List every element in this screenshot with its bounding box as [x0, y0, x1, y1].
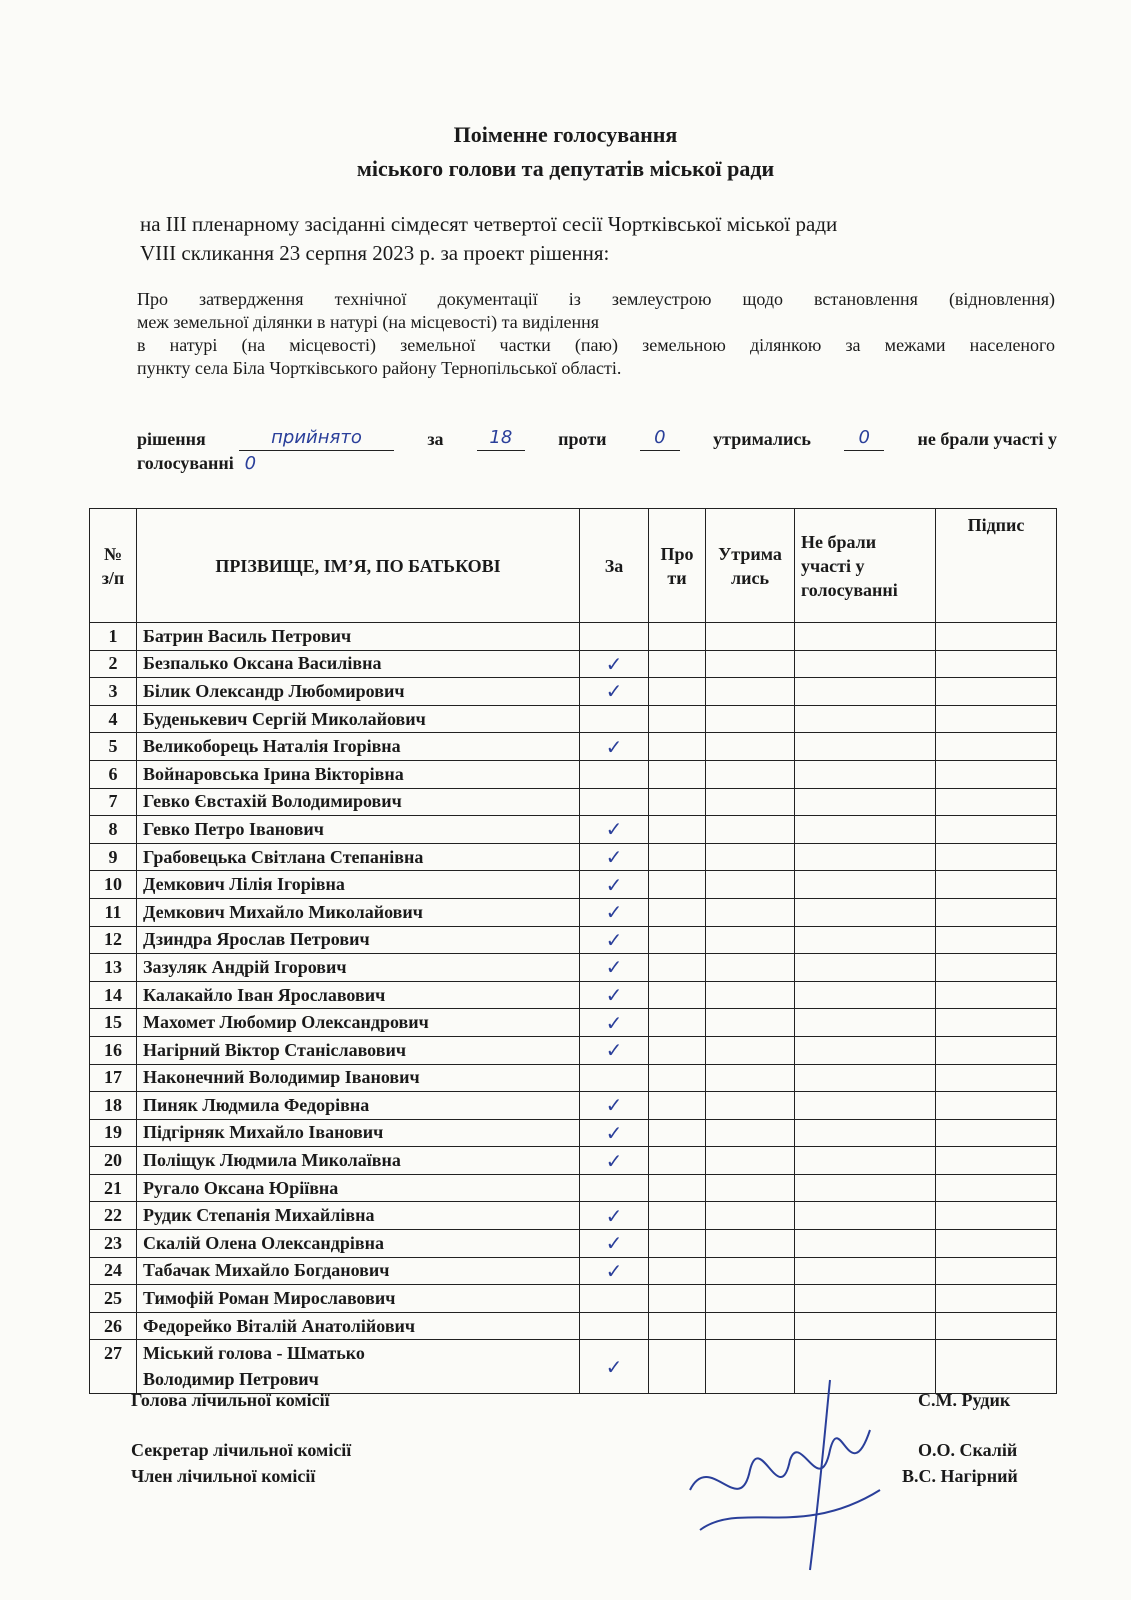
row-signature — [936, 954, 1057, 982]
table-row — [90, 954, 1057, 982]
row-num: 2 — [90, 650, 137, 678]
row-abstained — [706, 733, 795, 761]
row-name: Гевко Євстахій Володимирович — [137, 788, 580, 816]
row-for-mark: ✓ — [580, 954, 649, 982]
row-num: 6 — [90, 760, 137, 788]
row-for-mark — [580, 623, 649, 651]
row-name: Нагірний Віктор Станіславович — [137, 1036, 580, 1064]
table-row — [90, 843, 1057, 871]
row-for-mark: ✓ — [580, 1340, 649, 1394]
decision-label: рішення — [137, 429, 206, 449]
row-signature — [936, 1119, 1057, 1147]
table-row — [90, 733, 1057, 761]
row-num: 8 — [90, 816, 137, 844]
row-not-voted — [795, 705, 936, 733]
row-abstained — [706, 1064, 795, 1092]
row-against — [649, 623, 706, 651]
row-abstained — [706, 623, 795, 651]
abstained-value: 0 — [844, 426, 884, 451]
row-num: 17 — [90, 1064, 137, 1092]
table-row — [90, 1285, 1057, 1313]
row-signature — [936, 1147, 1057, 1175]
row-not-voted — [795, 760, 936, 788]
row-not-voted — [795, 843, 936, 871]
row-name: Табачак Михайло Богданович — [137, 1257, 580, 1285]
row-num: 24 — [90, 1257, 137, 1285]
row-for-mark — [580, 1174, 649, 1202]
row-against — [649, 1257, 706, 1285]
not-voted-value: 0 — [244, 453, 257, 474]
row-not-voted — [795, 1174, 936, 1202]
row-signature — [936, 1092, 1057, 1120]
row-signature — [936, 1174, 1057, 1202]
row-name: Махомет Любомир Олександрович — [137, 1009, 580, 1037]
row-name: Батрин Василь Петрович — [137, 623, 580, 651]
title-line-1: Поіменне голосування — [453, 122, 678, 147]
table-body — [90, 623, 1057, 1394]
row-for-mark: ✓ — [580, 1119, 649, 1147]
table-row — [90, 623, 1057, 651]
table-header-row — [90, 509, 1057, 623]
row-against — [649, 1064, 706, 1092]
header-for: За — [580, 509, 649, 623]
row-not-voted — [795, 871, 936, 899]
row-against — [649, 1230, 706, 1258]
row-against — [649, 650, 706, 678]
row-abstained — [706, 898, 795, 926]
not-voted-label-1: не брали участі у — [917, 429, 1057, 449]
row-not-voted — [795, 1064, 936, 1092]
row-name: Дзиндра Ярослав Петрович — [137, 926, 580, 954]
row-against — [649, 981, 706, 1009]
row-num: 9 — [90, 843, 137, 871]
intro — [140, 210, 1055, 268]
row-abstained — [706, 1285, 795, 1313]
result-line-2 — [137, 451, 1057, 476]
row-num: 18 — [90, 1092, 137, 1120]
row-name: Рудик Степанія Михайлівна — [137, 1202, 580, 1230]
row-num: 26 — [90, 1312, 137, 1340]
row-signature — [936, 1202, 1057, 1230]
row-signature — [936, 705, 1057, 733]
title-line-2: міського голови та депутатів міської ради — [356, 156, 775, 181]
row-against — [649, 898, 706, 926]
row-for-mark: ✓ — [580, 1202, 649, 1230]
header-name: ПРІЗВИЩЕ, ІМ’Я, ПО БАТЬКОВІ — [137, 509, 580, 623]
subject-line-1: Про затвердження технічної документації із землеустрою щодо встановлення (відновлення) — [137, 289, 1055, 309]
row-for-mark: ✓ — [580, 898, 649, 926]
row-name: Безпалько Оксана Василівна — [137, 650, 580, 678]
row-num: 5 — [90, 733, 137, 761]
row-for-mark: ✓ — [580, 871, 649, 899]
row-for-mark: ✓ — [580, 981, 649, 1009]
row-signature — [936, 788, 1057, 816]
abstained-label: утримались — [713, 429, 811, 449]
table-row — [90, 1230, 1057, 1258]
row-for-mark: ✓ — [580, 1092, 649, 1120]
row-abstained — [706, 1312, 795, 1340]
row-for-mark: ✓ — [580, 1257, 649, 1285]
row-against — [649, 954, 706, 982]
row-signature — [936, 1036, 1057, 1064]
row-name: Тимофій Роман Мирославович — [137, 1285, 580, 1313]
row-for-mark — [580, 1312, 649, 1340]
against-value: 0 — [640, 426, 680, 451]
row-num: 20 — [90, 1147, 137, 1175]
for-label: за — [427, 429, 444, 449]
row-abstained — [706, 926, 795, 954]
row-num: 12 — [90, 926, 137, 954]
row-num: 13 — [90, 954, 137, 982]
row-against — [649, 871, 706, 899]
row-num: 7 — [90, 788, 137, 816]
row-against — [649, 1092, 706, 1120]
row-against — [649, 705, 706, 733]
row-abstained — [706, 981, 795, 1009]
row-for-mark: ✓ — [580, 1009, 649, 1037]
table-row — [90, 788, 1057, 816]
row-name: Наконечний Володимир Іванович — [137, 1064, 580, 1092]
row-num: 27 — [90, 1340, 137, 1394]
header-not-voted: Не брали участі у голосуванні — [795, 509, 936, 623]
for-value: 18 — [477, 426, 525, 451]
row-name: Демкович Лілія Ігорівна — [137, 871, 580, 899]
row-signature — [936, 733, 1057, 761]
row-signature — [936, 816, 1057, 844]
row-signature — [936, 1312, 1057, 1340]
row-for-mark: ✓ — [580, 650, 649, 678]
row-not-voted — [795, 678, 936, 706]
row-name: Зазуляк Андрій Ігорович — [137, 954, 580, 982]
row-abstained — [706, 871, 795, 899]
row-signature — [936, 926, 1057, 954]
row-num: 16 — [90, 1036, 137, 1064]
row-signature — [936, 1230, 1057, 1258]
row-signature — [936, 623, 1057, 651]
row-name: Скалій Олена Олександрівна — [137, 1230, 580, 1258]
row-not-voted — [795, 623, 936, 651]
row-abstained — [706, 954, 795, 982]
row-num: 21 — [90, 1174, 137, 1202]
row-signature — [936, 760, 1057, 788]
row-not-voted — [795, 1092, 936, 1120]
table-row — [90, 1257, 1057, 1285]
row-abstained — [706, 1119, 795, 1147]
table-row — [90, 1092, 1057, 1120]
row-signature — [936, 1340, 1057, 1394]
vote-result — [137, 426, 1057, 476]
row-not-voted — [795, 926, 936, 954]
row-num: 11 — [90, 898, 137, 926]
row-not-voted — [795, 1147, 936, 1175]
row-for-mark: ✓ — [580, 926, 649, 954]
row-name: Великоборець Наталія Ігорівна — [137, 733, 580, 761]
row-num: 4 — [90, 705, 137, 733]
table-row — [90, 678, 1057, 706]
row-name: Буденькевич Сергій Миколайович — [137, 705, 580, 733]
table-row — [90, 1174, 1057, 1202]
row-num: 15 — [90, 1009, 137, 1037]
subject-line-3: в натурі (на місцевості) земельної частки (паю) земельною ділянкою за межами населеного — [137, 335, 1055, 355]
table-row — [90, 1147, 1057, 1175]
table-row — [90, 1036, 1057, 1064]
row-not-voted — [795, 733, 936, 761]
row-not-voted — [795, 1036, 936, 1064]
row-abstained — [706, 1147, 795, 1175]
row-signature — [936, 678, 1057, 706]
row-not-voted — [795, 1312, 936, 1340]
row-name: Калакайло Іван Ярославович — [137, 981, 580, 1009]
row-for-mark — [580, 1285, 649, 1313]
table-row — [90, 650, 1057, 678]
header-num: № з/п — [90, 509, 137, 623]
row-abstained — [706, 1257, 795, 1285]
row-name: Грабовецька Світлана Степанівна — [137, 843, 580, 871]
row-not-voted — [795, 1009, 936, 1037]
row-for-mark: ✓ — [580, 1230, 649, 1258]
row-for-mark: ✓ — [580, 816, 649, 844]
chair-name: С.М. Рудик — [918, 1390, 1011, 1410]
row-abstained — [706, 650, 795, 678]
row-against — [649, 733, 706, 761]
row-name: Ругало Оксана Юріївна — [137, 1174, 580, 1202]
row-not-voted — [795, 1119, 936, 1147]
row-name: Федорейко Віталій Анатолійович — [137, 1312, 580, 1340]
row-name: Міський голова - Шматько Володимир Петрович — [137, 1340, 580, 1394]
row-for-mark — [580, 1064, 649, 1092]
row-abstained — [706, 678, 795, 706]
row-name: Поліщук Людмила Миколаївна — [137, 1147, 580, 1175]
row-not-voted — [795, 1285, 936, 1313]
row-against — [649, 1174, 706, 1202]
commission-signatures — [680, 1370, 910, 1590]
row-abstained — [706, 760, 795, 788]
not-voted-label-2: голосуванні — [137, 453, 234, 473]
row-against — [649, 1036, 706, 1064]
header-against: Про ти — [649, 509, 706, 623]
row-signature — [936, 1285, 1057, 1313]
row-not-voted — [795, 898, 936, 926]
row-for-mark: ✓ — [580, 678, 649, 706]
table-row — [90, 816, 1057, 844]
row-abstained — [706, 1202, 795, 1230]
row-num: 3 — [90, 678, 137, 706]
table-row — [90, 871, 1057, 899]
row-against — [649, 788, 706, 816]
row-name: Білик Олександр Любомирович — [137, 678, 580, 706]
row-signature — [936, 981, 1057, 1009]
secretary-name: О.О. Скалій — [918, 1440, 1018, 1460]
row-abstained — [706, 705, 795, 733]
table-row — [90, 926, 1057, 954]
row-signature — [936, 1009, 1057, 1037]
row-num: 10 — [90, 871, 137, 899]
header-abstained: Утрима лись — [706, 509, 795, 623]
row-for-mark — [580, 760, 649, 788]
table-row — [90, 1312, 1057, 1340]
row-signature — [936, 1064, 1057, 1092]
table-row — [90, 705, 1057, 733]
table-row — [90, 981, 1057, 1009]
row-for-mark — [580, 788, 649, 816]
row-abstained — [706, 1009, 795, 1037]
row-name: Войнаровська Ірина Вікторівна — [137, 760, 580, 788]
subject-line-2: меж земельної ділянки в натурі (на місцевості) та виділення — [137, 312, 600, 332]
intro-line-1: на ІІІ пленарному засіданні сімдесят четвертої сесії Чортківської міської ради — [140, 212, 838, 236]
against-label: проти — [558, 429, 607, 449]
row-name: Пиняк Людмила Федорівна — [137, 1092, 580, 1120]
decision-value: прийнято — [239, 426, 394, 451]
row-signature — [936, 1257, 1057, 1285]
row-not-voted — [795, 954, 936, 982]
row-num: 1 — [90, 623, 137, 651]
member-label: Член лічильної комісії — [131, 1466, 316, 1486]
result-line-1 — [137, 426, 1057, 451]
table-row — [90, 1119, 1057, 1147]
row-for-mark: ✓ — [580, 733, 649, 761]
row-against — [649, 760, 706, 788]
row-signature — [936, 871, 1057, 899]
row-not-voted — [795, 816, 936, 844]
row-against — [649, 1009, 706, 1037]
row-against — [649, 678, 706, 706]
row-num: 19 — [90, 1119, 137, 1147]
row-against — [649, 1285, 706, 1313]
row-not-voted — [795, 1202, 936, 1230]
row-not-voted — [795, 788, 936, 816]
row-against — [649, 926, 706, 954]
table-row — [90, 1064, 1057, 1092]
row-num: 22 — [90, 1202, 137, 1230]
row-against — [649, 1202, 706, 1230]
member-name: В.С. Нагірний — [902, 1466, 1018, 1486]
table-row — [90, 898, 1057, 926]
subject-line-4: пункту села Біла Чортківського району Тернопільської області. — [137, 358, 622, 378]
row-num: 25 — [90, 1285, 137, 1313]
row-signature — [936, 650, 1057, 678]
row-against — [649, 1312, 706, 1340]
table-row — [90, 1340, 1057, 1394]
chair-label: Голова лічильної комісії — [131, 1390, 330, 1410]
row-for-mark — [580, 705, 649, 733]
row-name: Гевко Петро Іванович — [137, 816, 580, 844]
row-name: Демкович Михайло Миколайович — [137, 898, 580, 926]
row-signature — [936, 843, 1057, 871]
row-for-mark: ✓ — [580, 843, 649, 871]
row-against — [649, 843, 706, 871]
row-abstained — [706, 1174, 795, 1202]
row-against — [649, 816, 706, 844]
row-abstained — [706, 788, 795, 816]
intro-line-2: VІІІ скликання 23 серпня 2023 р. за проект рішення: — [140, 241, 610, 265]
row-for-mark: ✓ — [580, 1147, 649, 1175]
row-num: 14 — [90, 981, 137, 1009]
row-against — [649, 1147, 706, 1175]
row-not-voted — [795, 981, 936, 1009]
secretary-label: Секретар лічильної комісії — [131, 1440, 352, 1460]
row-abstained — [706, 1092, 795, 1120]
row-not-voted — [795, 1230, 936, 1258]
row-not-voted — [795, 1257, 936, 1285]
row-abstained — [706, 1230, 795, 1258]
header-signature: Підпис — [936, 509, 1057, 623]
row-signature — [936, 898, 1057, 926]
row-name: Підгірняк Михайло Іванович — [137, 1119, 580, 1147]
row-abstained — [706, 816, 795, 844]
row-abstained — [706, 1036, 795, 1064]
table-row — [90, 1202, 1057, 1230]
row-abstained — [706, 843, 795, 871]
roll-call-table — [89, 508, 1057, 1394]
table-row — [90, 1009, 1057, 1037]
row-not-voted — [795, 650, 936, 678]
table-row — [90, 760, 1057, 788]
row-against — [649, 1119, 706, 1147]
row-for-mark: ✓ — [580, 1036, 649, 1064]
decision-subject — [137, 288, 1055, 380]
row-num: 23 — [90, 1230, 137, 1258]
